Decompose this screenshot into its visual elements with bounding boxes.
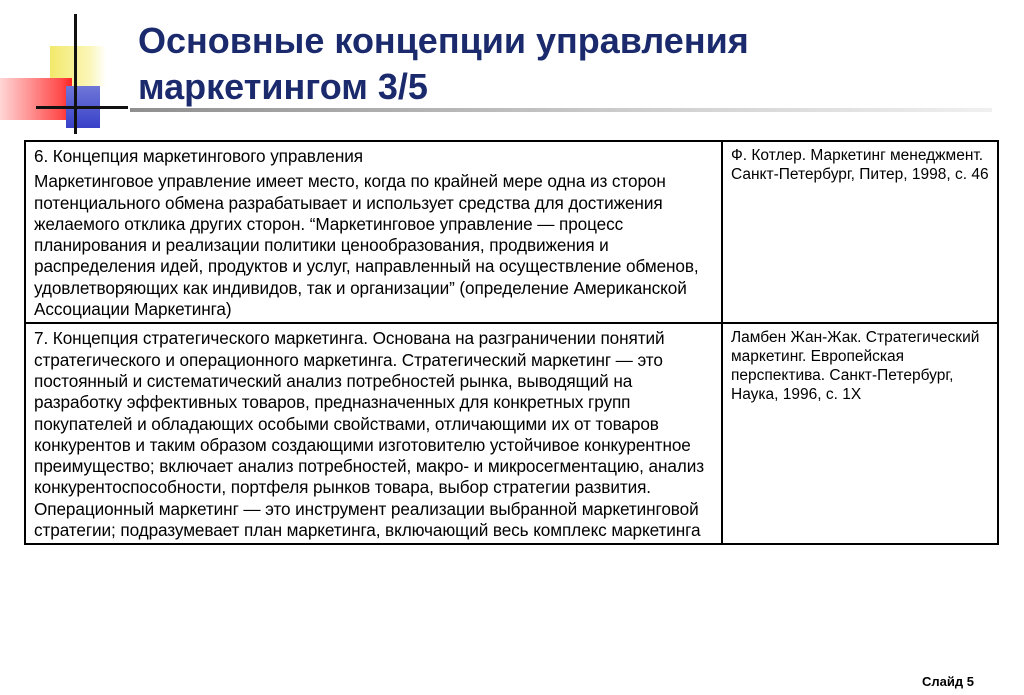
concept-text: 7. Концепция стратегического маркетинга. Основана на разграничении понятий стратегического и операционного маркетинга. Стратегический маркетинг — это постоянный и систематический анализ потребностей рынка, выводящий на разработку эффективных товаров, предназначенных для конкретных групп покупателей и обладающих особыми свойствами, отличающими их от товаров конкурентов и таким образом создающими изготовителю устойчивое конкурентное преимущество; включает анализ потребностей, макро- и микросегментацию, анализ конкурентоспособности, портфеля рынков товара, выбор стратегии развития. Операционный маркетинг — это инструмент реализации выбранной маркетинговой стратегии; подразумевает план маркетинга, включающий весь комплекс маркетинга (34, 328, 705, 541)
source-text: Ламбен Жан-Жак. Стратегический маркетинг. Европейская перспектива. Санкт-Петербург, Наука, 1996, с. 1Х (731, 329, 980, 404)
table-row (25, 141, 998, 323)
decor-horizontal-line (36, 106, 128, 109)
concept-cell (25, 323, 722, 544)
concept-heading: 6. Концепция маркетингового управления (34, 146, 363, 166)
slide-number: Слайд 5 (922, 674, 974, 689)
source-cell (722, 141, 998, 323)
concept-text: Маркетинговое управление имеет место, когда по крайней мере одна из сторон потенциального обмена разрабатывает и использует средства для достижения желаемого отклика других сторон. “Маркетинговое управление — процесс планирования и реализации политики ценообразования, продвижения и распределения идей, продуктов и услуг, направленный на осуществление обменов, удовлетворяющих как индивидов, так и организации” (определение Американской Ассоциации Маркетинга) (34, 171, 699, 320)
source-cell (722, 323, 998, 544)
table-row (25, 323, 998, 544)
slide-title: Основные концепции управления маркетингом 3/5 (138, 20, 749, 107)
concepts-table (24, 140, 999, 545)
decor-vertical-line (74, 14, 77, 134)
source-text: Ф. Котлер. Маркетинг менеджмент. Санкт-Петербург, Питер, 1998, с. 46 (731, 147, 989, 183)
decor-red-block (0, 78, 72, 120)
concept-cell (25, 141, 722, 323)
